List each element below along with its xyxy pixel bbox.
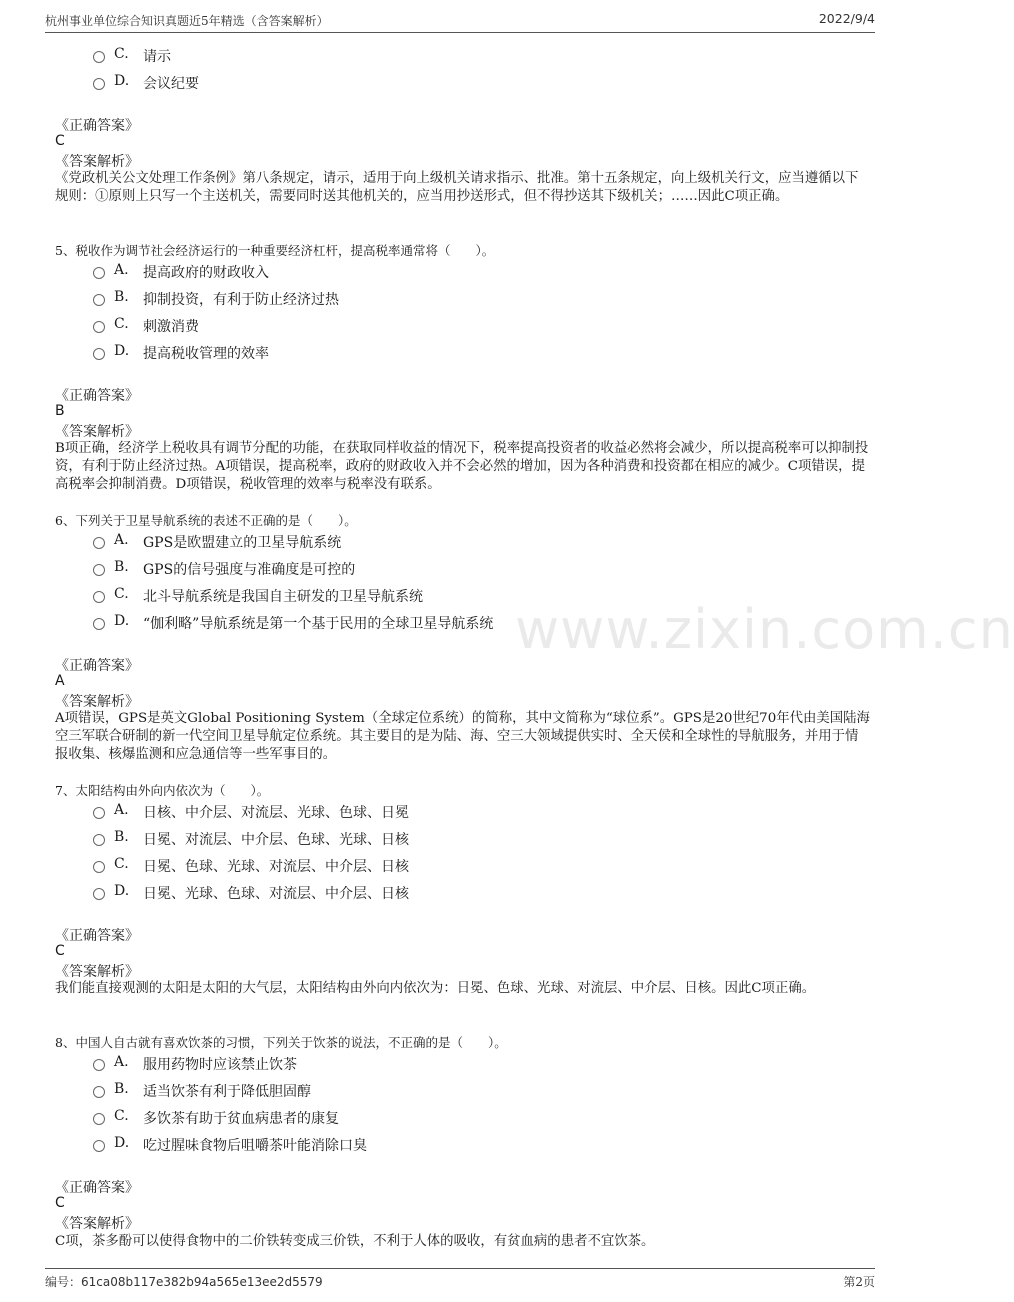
q6-question: 6、下列关于卫星导航系统的表述不正确的是（ ）。 (55, 513, 357, 528)
option-letter: D. (114, 1135, 130, 1151)
option-text: 北斗导航系统是我国自主研发的卫星导航系统 (143, 589, 423, 605)
watermark: www.zixin.com.cn (515, 598, 1014, 661)
q5-analysis-label: 《答案解析》 (55, 424, 139, 440)
radio-button-icon[interactable] (93, 1113, 105, 1125)
option-letter: D. (114, 73, 130, 89)
option-letter: C. (114, 46, 129, 62)
option-letter: B. (114, 1081, 129, 1097)
option-text: 抑制投资，有利于防止经济过热 (143, 292, 339, 308)
radio-button-icon[interactable] (93, 807, 105, 819)
q8-analysis: C项，茶多酚可以使得食物中的二价铁转变成三价铁，不利于人体的吸收，有贫血病的患者不宜饮茶。 (55, 1234, 655, 1249)
q4-analysis-label: 《答案解析》 (55, 154, 139, 170)
option-text: GPS的信号强度与准确度是可控的 (143, 562, 356, 578)
q8-answer: C (55, 1195, 65, 1211)
q4-answer: C (55, 133, 65, 149)
radio-button-icon[interactable] (93, 348, 105, 360)
q5-analysis: B项正确，经济学上税收具有调节分配的功能，在获取同样收益的情况下，税率提高投资者的收益必然将会减少，所以提高税率可以抑制投资，有利于防止经济过热。A项错误，提高税率，政府的财政收入并不会必然的增加，因为各种消费和投资都在相应的减少。C项错误，提高税率会抑制消费。D项错误，税收管理的效率与税率没有联系。 (55, 441, 869, 492)
q8-analysis-label: 《答案解析》 (55, 1216, 139, 1232)
radio-button-icon[interactable] (93, 591, 105, 603)
document-title: 杭州事业单位综合知识真题近5年精选（含答案解析） (45, 14, 329, 28)
option-letter: D. (114, 613, 130, 629)
q6-answer-label: 《正确答案》 (55, 658, 139, 674)
radio-button-icon[interactable] (93, 888, 105, 900)
radio-button-icon[interactable] (93, 861, 105, 873)
option-text: GPS是欧盟建立的卫星导航系统 (143, 535, 342, 551)
radio-button-icon[interactable] (93, 1086, 105, 1098)
q6-analysis: A项错误，GPS是英文Global Positioning System（全球定位系统）的简称，其中文简称为“球位系”。GPS是20世纪70年代由美国陆海空三军联合研制的新一代空间卫星导航定位系统。其主要目的是为陆、海、空三大领域提供实时、全天侯和全球性的导航服务，并用于情报收集、核爆监测和应急通信等一些军事目的。 (55, 711, 870, 762)
radio-button-icon[interactable] (93, 1059, 105, 1071)
page-header (45, 10, 875, 33)
option-text: 提高政府的财政收入 (143, 265, 269, 281)
option-text: 日冕、色球、光球、对流层、中介层、日核 (143, 859, 409, 875)
option-letter: B. (114, 559, 129, 575)
q7-analysis-label: 《答案解析》 (55, 964, 139, 980)
radio-button-icon[interactable] (93, 51, 105, 63)
q6-analysis-label: 《答案解析》 (55, 694, 139, 710)
option-letter: C. (114, 1108, 129, 1124)
option-letter: B. (114, 829, 129, 845)
option-text: 刺激消费 (143, 319, 199, 335)
document-date: 2022/9/4 (818, 11, 875, 26)
option-letter: A. (114, 802, 129, 818)
option-text: 提高税收管理的效率 (143, 346, 269, 362)
option-letter: A. (114, 532, 129, 548)
option-text: 请示 (143, 49, 171, 65)
radio-button-icon[interactable] (93, 564, 105, 576)
q6-answer: A (55, 673, 65, 689)
q8-question: 8、中国人自古就有喜欢饮茶的习惯，下列关于饮茶的说法，不正确的是（ ）。 (55, 1035, 507, 1050)
option-letter: A. (114, 1054, 129, 1070)
q4-answer-label: 《正确答案》 (55, 118, 139, 134)
document-code: 编号：61ca08b117e382b94a565e13ee2d5579 (45, 1275, 323, 1289)
q4-analysis: 《党政机关公文处理工作条例》第八条规定，请示，适用于向上级机关请求指示、批准。第十五条规定，向上级机关行文，应当遵循以下规则：①原则上只写一个主送机关，需要同时送其他机关的，应当用抄送形式，但不得抄送其下级机关；……因此C项正确。 (55, 171, 859, 204)
option-text: 多饮茶有助于贫血病患者的康复 (143, 1111, 339, 1127)
radio-button-icon[interactable] (93, 834, 105, 846)
option-letter: B. (114, 289, 129, 305)
radio-button-icon[interactable] (93, 321, 105, 333)
radio-button-icon[interactable] (93, 618, 105, 630)
option-letter: A. (114, 262, 129, 278)
radio-button-icon[interactable] (93, 78, 105, 90)
page-footer (45, 1268, 875, 1291)
option-text: 适当饮茶有利于降低胆固醇 (143, 1084, 311, 1100)
option-text: 日冕、光球、色球、对流层、中介层、日核 (143, 886, 409, 902)
q5-question: 5、税收作为调节社会经济运行的一种重要经济杠杆，提高税率通常将（ ）。 (55, 243, 495, 258)
option-letter: D. (114, 343, 130, 359)
option-text: 吃过腥味食物后咀嚼茶叶能消除口臭 (143, 1138, 367, 1154)
radio-button-icon[interactable] (93, 267, 105, 279)
radio-button-icon[interactable] (93, 1140, 105, 1152)
option-text: “伽利略”导航系统是第一个基于民用的全球卫星导航系统 (143, 616, 494, 632)
option-letter: C. (114, 856, 129, 872)
page-number: 第2页 (843, 1275, 875, 1289)
option-letter: C. (114, 316, 129, 332)
q7-analysis: 我们能直接观测的太阳是太阳的大气层，太阳结构由外向内依次为：日冕、色球、光球、对流层、中介层、日核。因此C项正确。 (55, 981, 816, 996)
option-text: 日核、中介层、对流层、光球、色球、日冕 (143, 805, 409, 821)
option-text: 会议纪要 (143, 76, 199, 92)
q7-question: 7、太阳结构由外向内依次为（ ）。 (55, 783, 270, 798)
option-text: 服用药物时应该禁止饮茶 (143, 1057, 297, 1073)
q8-answer-label: 《正确答案》 (55, 1180, 139, 1196)
option-letter: C. (114, 586, 129, 602)
radio-button-icon[interactable] (93, 537, 105, 549)
option-text: 日冕、对流层、中介层、色球、光球、日核 (143, 832, 409, 848)
option-letter: D. (114, 883, 130, 899)
q5-answer-label: 《正确答案》 (55, 388, 139, 404)
q5-answer: B (55, 403, 65, 419)
q7-answer-label: 《正确答案》 (55, 928, 139, 944)
q7-answer: C (55, 943, 65, 959)
radio-button-icon[interactable] (93, 294, 105, 306)
